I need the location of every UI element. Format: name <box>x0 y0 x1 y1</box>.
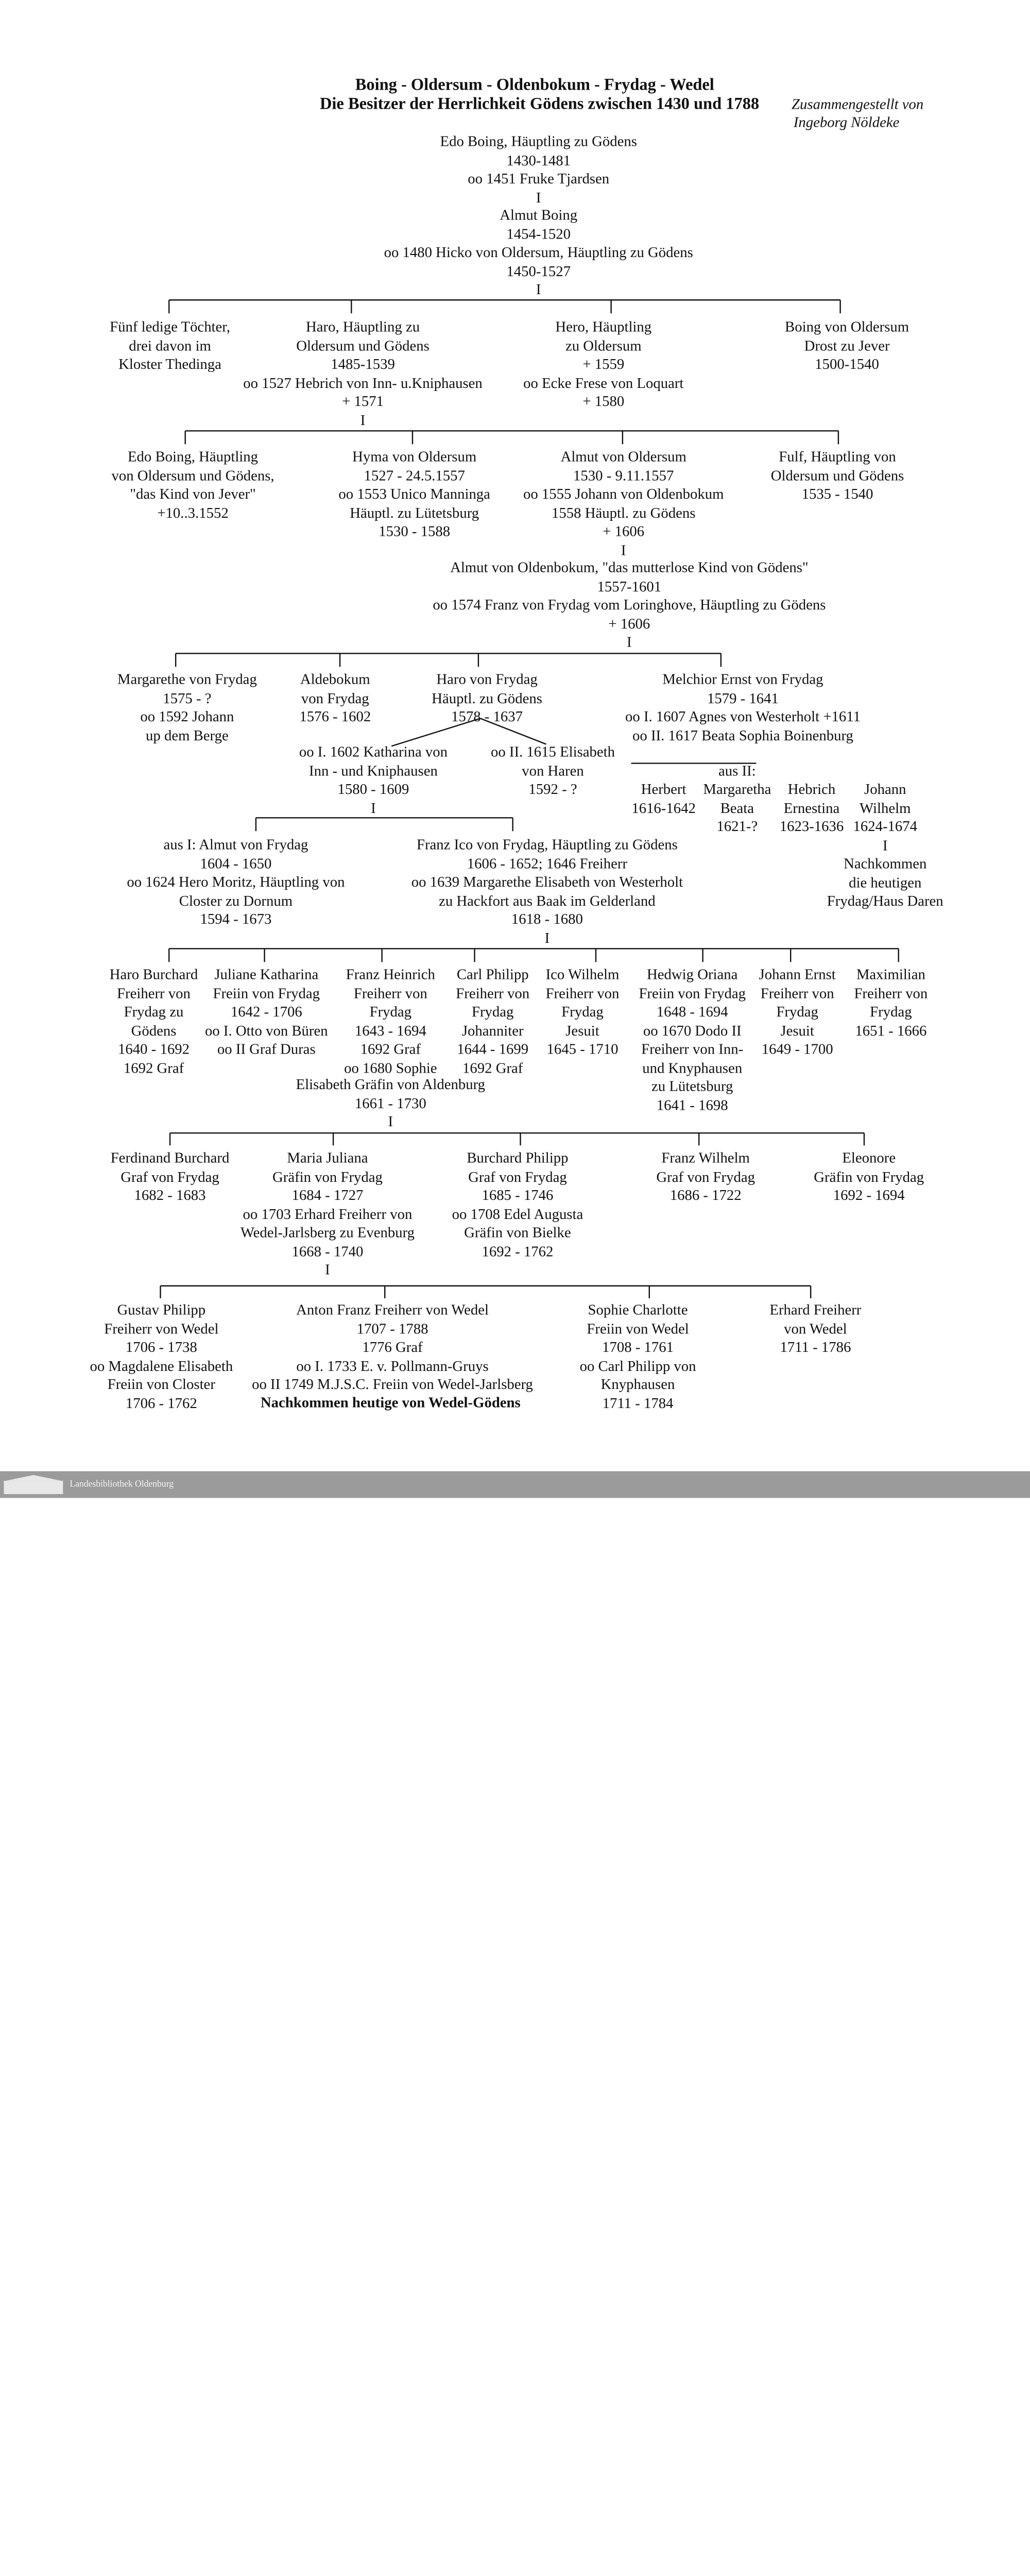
person-line: Freiin von Frydag <box>639 985 746 1002</box>
person-line: 1618 - 1680 <box>511 911 583 928</box>
person-line: Aldebokum <box>300 671 370 688</box>
person-line: 1692 Graf <box>360 1041 421 1058</box>
person-line: Johann <box>864 781 906 798</box>
person-line: Boing von Oldersum <box>785 319 909 335</box>
person-line: 1708 - 1761 <box>602 1339 674 1356</box>
person-line: I <box>882 837 888 854</box>
person-line: 1661 - 1730 <box>354 1095 426 1112</box>
person-maximilian <box>854 966 928 1041</box>
person-line: 1557-1601 <box>597 578 662 595</box>
person-line: + 1580 <box>582 393 625 410</box>
person-line: Erhard Freiherr <box>769 1302 862 1318</box>
person-melchior-frydag <box>625 671 861 745</box>
person-line: 1692 - 1762 <box>482 1243 554 1260</box>
person-line: 1578 - 1637 <box>451 708 523 725</box>
person-franz-heinrich <box>344 966 437 1078</box>
person-line: Carl Philipp <box>456 967 529 984</box>
person-line: + 1606 <box>608 616 650 632</box>
person-line: oo II Graf Duras <box>217 1041 316 1058</box>
person-line: Gräfin von Frydag <box>272 1168 383 1185</box>
person-line: oo 1555 Johann von Oldenbokum <box>523 486 724 503</box>
person-ferdinand-burchard <box>111 1149 230 1205</box>
person-line: von Oldersum und Gödens, <box>111 467 274 484</box>
person-line: oo 1703 Erhard Freiherr von <box>243 1206 413 1223</box>
person-line: I <box>627 634 632 651</box>
person-line: zu Lütetsburg <box>651 1078 733 1095</box>
person-line: Maximilian <box>856 967 925 984</box>
person-line: 1592 - ? <box>528 781 577 798</box>
person-margaretha-beata <box>703 781 771 836</box>
person-line: 1651 - 1666 <box>855 1023 927 1039</box>
person-line: Fulf, Häuptling von <box>779 449 896 466</box>
person-line: Jesuit <box>780 1023 814 1039</box>
person-herbert <box>631 781 696 818</box>
person-line: Margarethe von Frydag <box>117 671 257 688</box>
person-hedwig-oriana <box>639 966 746 1115</box>
person-haro-oldersum <box>243 318 483 430</box>
person-line: 1711 - 1784 <box>602 1395 674 1412</box>
person-line: 1430-1481 <box>506 152 571 169</box>
person-line: Closter zu Dornum <box>179 892 293 909</box>
person-line: Nachkommen heutige von Wedel-Gödens <box>260 1395 521 1411</box>
person-line: 1579 - 1641 <box>707 690 779 707</box>
person-line: I <box>360 412 366 429</box>
person-line: Freiin von Frydag <box>213 985 320 1002</box>
person-line: Franz Heinrich <box>346 967 435 984</box>
person-line: 1642 - 1706 <box>230 1004 302 1021</box>
person-line: oo 1480 Hicko von Oldersum, Häuptling zu Gödens <box>384 244 693 261</box>
person-line: 1530 - 9.11.1557 <box>573 467 674 484</box>
library-name: Landesbibliothek Oldenburg <box>70 1480 174 1489</box>
person-line: Kloster Thedinga <box>118 356 221 373</box>
person-carl-philipp-frydag <box>456 966 529 1078</box>
person-anton-franz <box>252 1301 533 1395</box>
person-line: oo I. 1733 E. v. Pollmann-Gruys <box>296 1358 489 1375</box>
person-aldebokum-frydag <box>299 671 371 726</box>
person-line: Frydag <box>870 1004 912 1021</box>
person-boing-oldersum <box>785 318 909 374</box>
person-line: Franz Ico von Frydag, Häuptling zu Gödens <box>416 837 678 853</box>
person-johann-wilhelm <box>827 781 943 911</box>
person-line: Edo Boing, Häuptling zu Gödens <box>440 133 637 150</box>
person-line: "das Kind von Jever" <box>130 486 256 503</box>
person-line: Frydag <box>561 1004 604 1021</box>
person-line: oo I. 1607 Agnes von Westerholt +1611 <box>625 708 861 725</box>
person-line: Inn - und Kniphausen <box>309 762 438 779</box>
person-line: Hedwig Oriana <box>647 967 738 984</box>
person-line: Beata <box>720 800 754 817</box>
person-almut-frydag <box>127 836 345 929</box>
person-line: Drost zu Jever <box>804 337 890 354</box>
person-line: Haro von Frydag <box>436 671 538 688</box>
person-line: 1711 - 1786 <box>780 1339 851 1356</box>
person-line: Hebrich <box>787 781 836 798</box>
person-line: 1454-1520 <box>506 226 571 243</box>
person-line: I <box>544 930 550 946</box>
person-line: oo 1527 Hebrich von Inn- u.Kniphausen <box>243 375 483 392</box>
person-line: 1649 - 1700 <box>761 1041 833 1058</box>
person-almut-oldersum <box>523 448 724 560</box>
person-line: Frydag <box>369 1004 412 1021</box>
person-line: Häuptl. zu Lütetsburg <box>350 504 479 521</box>
person-line: I <box>536 282 541 298</box>
person-line: Nachkommen <box>844 856 927 872</box>
person-line: 1624-1674 <box>853 819 918 835</box>
person-line: Ferdinand Burchard <box>110 1150 230 1167</box>
person-line: 1485-1539 <box>331 356 395 373</box>
person-line: Frydag <box>471 1004 514 1021</box>
person-line: 1685 - 1746 <box>482 1187 554 1204</box>
person-line: Eleonore <box>842 1150 896 1167</box>
person-hyma-oldersum <box>338 448 490 541</box>
person-line: 1706 - 1762 <box>125 1395 197 1412</box>
person-gustav-philipp <box>90 1301 233 1413</box>
person-nachkommen-wedel <box>261 1394 521 1412</box>
person-haro-burchard <box>110 966 198 1078</box>
person-line: Johanniter <box>461 1023 524 1039</box>
person-line: aus II: <box>718 763 756 780</box>
person-line: 1645 - 1710 <box>546 1041 619 1058</box>
person-line: 1692 Graf <box>123 1060 184 1076</box>
chart-title-line2: Die Besitzer der Herrlichkeit Gödens zwischen 1430 und 1788 <box>319 93 760 113</box>
person-line: oo II 1749 M.J.S.C. Freiin von Wedel-Jarlsberg <box>252 1377 533 1393</box>
person-line: Ernestina <box>783 800 840 817</box>
person-line: 1640 - 1692 <box>118 1041 190 1058</box>
person-line: 1668 - 1740 <box>291 1243 364 1260</box>
chart-title-line1: Boing - Oldersum - Oldenbokum - Frydag - Wedel <box>355 74 714 94</box>
person-line: Gräfin von Bielke <box>464 1225 571 1241</box>
person-line: Johann Ernst <box>759 967 836 984</box>
person-line: Anton Franz Freiherr von Wedel <box>296 1302 489 1318</box>
person-line: von Wedel <box>784 1320 847 1337</box>
person-line: 1643 - 1694 <box>354 1023 426 1039</box>
library-building-icon <box>4 1475 63 1494</box>
person-line: oo II. 1617 Beata Sophia Boinenburg <box>632 727 853 744</box>
person-johann-ernst <box>759 966 836 1059</box>
person-line: 1641 - 1698 <box>656 1097 728 1114</box>
person-line: oo 1639 Margarethe Elisabeth von Westerholt <box>411 874 683 891</box>
person-line: oo Ecke Frese von Loquart <box>523 375 684 392</box>
person-line: Fünf ledige Töchter, <box>110 319 230 335</box>
person-line: Almut von Oldenbokum, "das mutterlose Kind von Gödens" <box>450 560 809 577</box>
person-line: I <box>388 1114 393 1130</box>
person-line: I <box>621 542 626 558</box>
person-line: 1606 - 1652; 1646 Freiherr <box>467 855 628 872</box>
person-erhard-freiherr <box>769 1301 861 1357</box>
person-line: 1686 - 1722 <box>670 1187 742 1204</box>
person-line: Freiherr von <box>545 985 620 1002</box>
credit-line2: Ingeborg Nöldeke <box>793 114 900 131</box>
person-line: Oldersum und Gödens <box>296 337 430 354</box>
person-haro-frydag <box>432 671 542 726</box>
person-burchard-philipp <box>452 1149 583 1261</box>
person-line: von Frydag <box>301 690 369 707</box>
person-line: oo 1670 Dodo II <box>643 1023 742 1039</box>
person-line: aus I: Almut von Frydag <box>163 837 308 853</box>
person-line: 1684 - 1727 <box>291 1187 364 1204</box>
person-line: Freiherr von <box>854 985 928 1002</box>
person-line: oo 1680 Sophie <box>344 1060 437 1076</box>
person-line: Hero, Häuptling <box>555 319 652 335</box>
person-line: Freiherr von <box>117 985 191 1002</box>
person-line: 1535 - 1540 <box>801 486 873 503</box>
person-hero-oldersum <box>523 318 683 411</box>
person-line: oo 1708 Edel Augusta <box>452 1206 583 1223</box>
person-line: 1644 - 1699 <box>457 1041 529 1058</box>
person-line: Franz Wilhelm <box>661 1150 750 1167</box>
person-line: 1621-? <box>716 819 758 835</box>
person-line: und Knyphausen <box>642 1060 743 1076</box>
person-line: oo I. Otto von Büren <box>204 1023 328 1039</box>
person-line: Melchior Ernst von Frydag <box>662 671 823 688</box>
person-line: 1692 - 1694 <box>833 1187 905 1204</box>
person-line: oo 1592 Johann <box>140 708 234 725</box>
person-margarethe-frydag <box>117 671 257 745</box>
person-line: Häuptl. zu Gödens <box>432 690 542 707</box>
person-line: 1616-1642 <box>631 800 696 817</box>
person-line: Graf von Frydag <box>656 1168 755 1185</box>
person-line: Graf von Frydag <box>121 1168 219 1185</box>
person-line: Haro, Häuptling zu <box>306 319 420 335</box>
person-elisabeth-aldenburg <box>296 1076 485 1131</box>
person-line: von Haren <box>522 762 584 779</box>
person-line: Freiherr von Wedel <box>104 1320 219 1337</box>
credit-line1: Zusammengestellt von <box>792 96 924 113</box>
person-line: oo 1574 Franz von Frydag vom Loringhove, Häuptling zu Gödens <box>433 597 826 614</box>
person-line: Almut Boing <box>500 207 578 224</box>
person-line: Freiherr von <box>760 985 834 1002</box>
person-line: Burchard Philipp <box>467 1150 569 1167</box>
person-almut-oldenbokum <box>433 559 826 652</box>
person-line: Elisabeth Gräfin von Aldenburg <box>296 1076 486 1093</box>
person-line: I <box>325 1262 330 1279</box>
library-footer <box>0 1471 1030 1498</box>
person-line: Jesuit <box>565 1023 599 1039</box>
person-sophie-charlotte <box>580 1301 696 1413</box>
person-line: Wilhelm <box>860 800 911 817</box>
person-line: oo I. 1602 Katharina von <box>299 744 448 761</box>
person-line: Edo Boing, Häuptling <box>127 449 259 466</box>
person-edo-boing-1552 <box>111 448 274 523</box>
person-line: oo 1553 Unico Manninga <box>338 486 490 503</box>
person-franz-ico <box>411 836 683 948</box>
person-line: oo Carl Philipp von <box>579 1358 696 1375</box>
person-line: Knyphausen <box>600 1377 675 1393</box>
person-line: Ico Wilhelm <box>545 967 620 984</box>
person-juliane-katharina <box>205 966 328 1059</box>
person-line: Frydag zu <box>124 1004 184 1021</box>
person-line: Wedel-Jarlsberg zu Evenburg <box>240 1225 415 1241</box>
person-line: 1707 - 1788 <box>356 1320 428 1337</box>
person-fulf-oldersum <box>771 448 904 504</box>
person-line: Maria Juliana <box>287 1150 368 1167</box>
person-franz-wilhelm <box>656 1149 755 1205</box>
person-edo-boing-1430 <box>440 133 637 208</box>
person-line: Freiherr von Inn- <box>641 1041 744 1058</box>
person-line: oo Magdalene Elisabeth <box>90 1358 233 1375</box>
person-line: Oldersum und Gödens <box>770 467 904 484</box>
person-line: zu Oldersum <box>565 337 642 354</box>
person-line: 1450-1527 <box>506 263 571 280</box>
person-line: Frydag/Haus Daren <box>827 893 943 910</box>
person-line: 1648 - 1694 <box>656 1004 728 1021</box>
person-line: Freiin von Closter <box>107 1377 215 1393</box>
person-line: up dem Berge <box>146 727 229 744</box>
person-line: Gräfin von Frydag <box>814 1168 924 1185</box>
person-line: Margaretha <box>703 781 771 798</box>
person-line: die heutigen <box>849 874 922 891</box>
person-line: 1558 Häuptl. zu Gödens <box>552 504 696 521</box>
person-line: I <box>536 190 541 206</box>
person-maria-juliana <box>241 1149 415 1280</box>
person-line: + 1571 <box>342 393 384 410</box>
person-line: +10..3.1552 <box>157 504 229 521</box>
person-line: Gödens <box>131 1023 177 1039</box>
person-line: 1682 - 1683 <box>134 1187 206 1204</box>
person-line: 1530 - 1588 <box>379 523 451 540</box>
person-line: drei davon im <box>129 337 211 354</box>
person-line: Gustav Philipp <box>117 1302 206 1318</box>
person-line: Freiin von Wedel <box>587 1320 689 1337</box>
person-line: 1706 - 1738 <box>125 1339 197 1356</box>
person-katharina-inn <box>299 743 448 818</box>
person-fuenf-toechter <box>110 318 230 374</box>
person-line: zu Hackfort aus Baak im Gelderland <box>439 892 656 909</box>
person-line: 1623-1636 <box>779 819 844 835</box>
person-line: 1580 - 1609 <box>337 781 409 798</box>
person-line: Juliane Katharina <box>214 967 319 984</box>
person-line: 1575 - ? <box>163 690 212 707</box>
person-line: oo 1451 Fruke Tjardsen <box>468 171 610 188</box>
person-line: Almut von Oldersum <box>560 449 686 466</box>
person-aus-ii <box>718 762 756 781</box>
person-elisabeth-haren <box>491 743 615 799</box>
person-line: 1527 - 24.5.1557 <box>364 467 465 484</box>
person-line: Freiherr von <box>353 985 427 1002</box>
person-ico-wilhelm <box>546 966 620 1059</box>
person-line: Haro Burchard <box>109 967 198 984</box>
person-line: 1692 Graf <box>462 1060 523 1076</box>
person-line: Graf von Frydag <box>468 1168 567 1185</box>
person-line: Frydag <box>776 1004 818 1021</box>
person-line: 1594 - 1673 <box>200 911 272 928</box>
person-line: oo II. 1615 Elisabeth <box>490 744 615 761</box>
person-line: I <box>371 800 376 817</box>
person-line: oo 1624 Hero Moritz, Häuptling von <box>127 874 345 891</box>
person-line: Sophie Charlotte <box>588 1302 688 1318</box>
person-eleonore <box>814 1149 924 1205</box>
person-line: Herbert <box>641 781 686 798</box>
person-line: + 1559 <box>582 356 625 373</box>
person-line: 1604 - 1650 <box>200 855 272 872</box>
person-line: + 1606 <box>603 523 645 540</box>
person-line: 1776 Graf <box>362 1339 423 1356</box>
person-almut-boing <box>384 207 693 300</box>
person-line: 1576 - 1602 <box>299 708 371 725</box>
person-line: Freiherr von <box>456 985 530 1002</box>
person-line: 1500-1540 <box>815 356 879 373</box>
person-line: Hyma von Oldersum <box>352 449 477 466</box>
